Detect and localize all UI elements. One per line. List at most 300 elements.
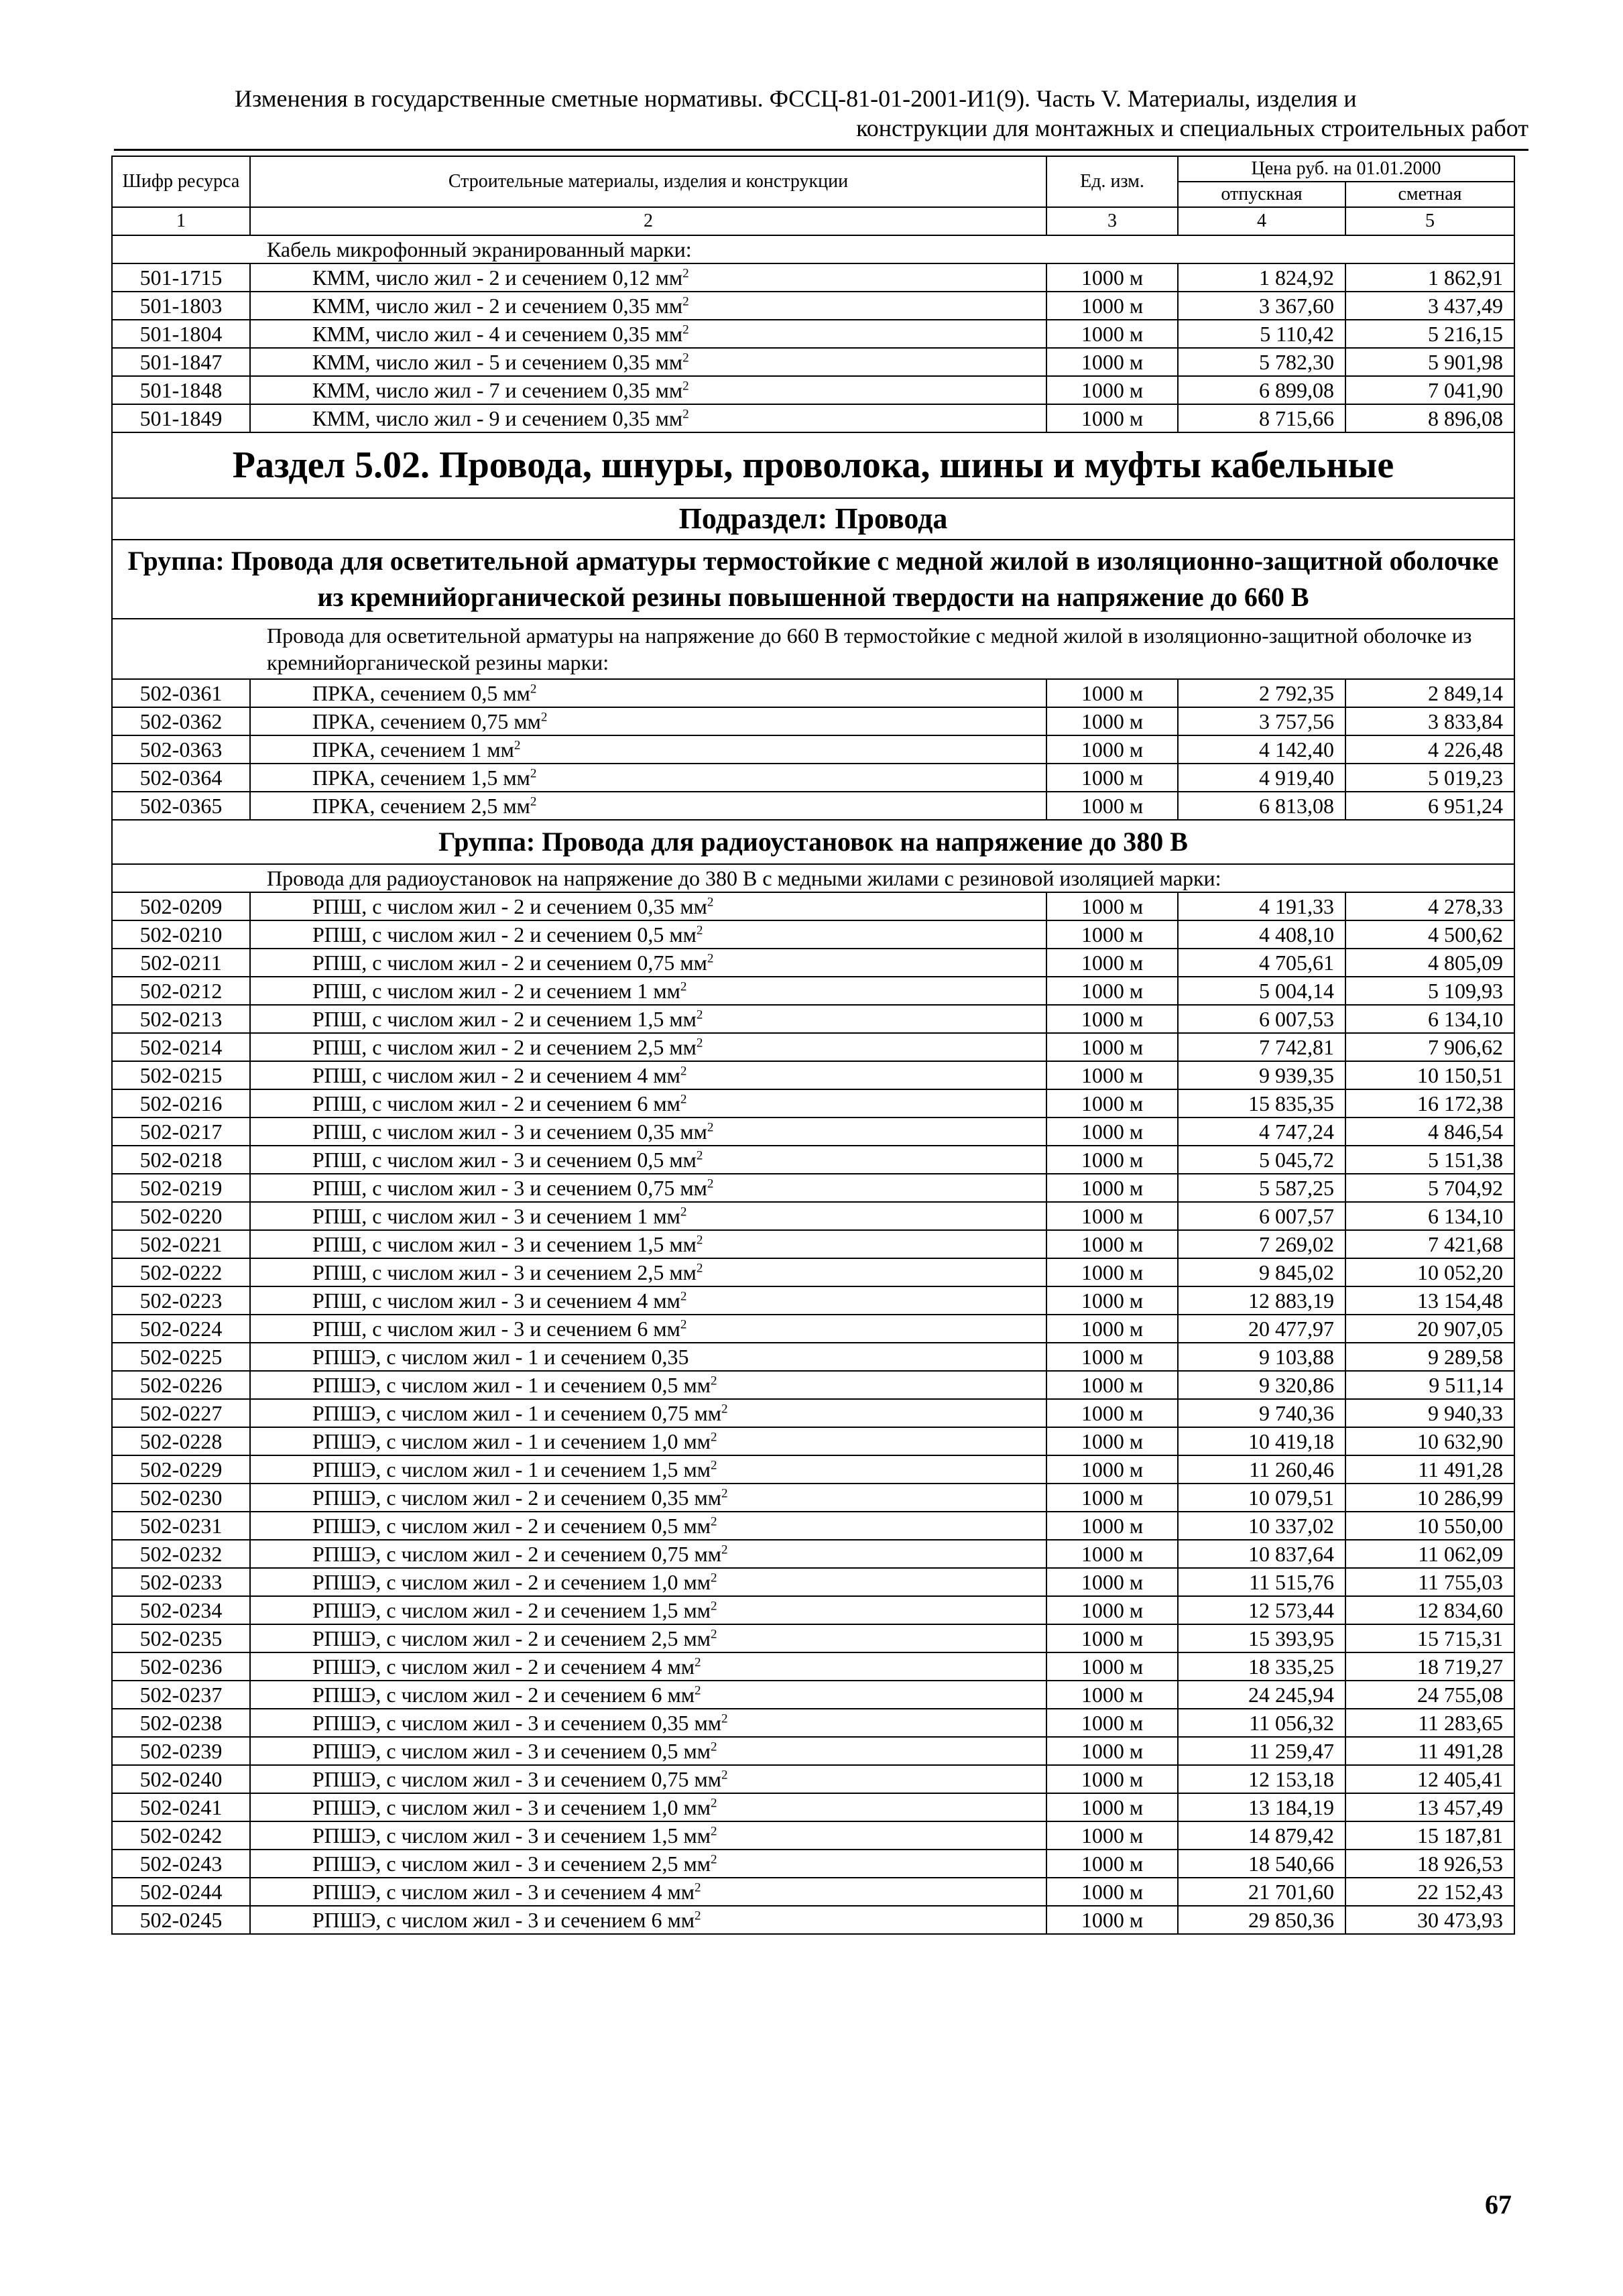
estimate-price: 1 862,91 [1345, 263, 1514, 292]
table-row [112, 1596, 1514, 1624]
resource-code: 502-0232 [112, 1540, 250, 1568]
table-row [112, 1652, 1514, 1681]
table-row [112, 1681, 1514, 1709]
material-name: КММ, число жил - 2 и сечением 0,12 $мм^2$ [250, 263, 1046, 292]
resource-code: 502-0227 [112, 1399, 250, 1427]
table-row [112, 764, 1514, 792]
col-number-5: 5 [1345, 207, 1514, 235]
table-row [112, 1850, 1514, 1878]
unit: 1000 м [1046, 1286, 1178, 1315]
resource-code: 501-1848 [112, 376, 250, 404]
resource-code: 502-0219 [112, 1174, 250, 1202]
table-row [112, 263, 1514, 292]
estimate-price: 20 907,05 [1345, 1315, 1514, 1343]
release-price: 9 845,02 [1178, 1258, 1345, 1286]
resource-code: 502-0243 [112, 1850, 250, 1878]
resource-code: 501-1803 [112, 292, 250, 320]
section-title: Раздел 5.02. Провода, шнуры, проволока, шины и муфты кабельные [112, 432, 1514, 498]
release-price: 6 813,08 [1178, 792, 1345, 820]
resource-code: 502-0233 [112, 1568, 250, 1596]
unit: 1000 м [1046, 1146, 1178, 1174]
unit: 1000 м [1046, 263, 1178, 292]
col-header-code: Шифр ресурса [112, 156, 250, 207]
release-price: 18 540,66 [1178, 1850, 1345, 1878]
resource-code: 502-0217 [112, 1117, 250, 1146]
unit: 1000 м [1046, 1033, 1178, 1061]
estimate-price: 11 491,28 [1345, 1455, 1514, 1484]
unit: 1000 м [1046, 348, 1178, 376]
table-row [112, 1540, 1514, 1568]
resource-code: 502-0212 [112, 977, 250, 1005]
unit: 1000 м [1046, 892, 1178, 920]
release-price: 12 153,18 [1178, 1765, 1345, 1793]
material-name: РПШЭ, с числом жил - 2 и сечением 0,5 $мм^2$ [250, 1512, 1046, 1540]
resource-code: 502-0216 [112, 1089, 250, 1117]
table-row [112, 707, 1514, 735]
estimate-price: 3 833,84 [1345, 707, 1514, 735]
table-row [112, 1906, 1514, 1934]
estimate-price: 6 951,24 [1345, 792, 1514, 820]
table-row [112, 1878, 1514, 1906]
estimate-price: 12 405,41 [1345, 1765, 1514, 1793]
release-price: 4 408,10 [1178, 920, 1345, 949]
group-title-1: Группа: Провода для осветительной арматуры термостойкие с медной жилой в изоляционно-защитной оболочке из кремнийорганической резины повышенной твердости на напряжение до 660 В [112, 540, 1514, 619]
header-line-2: конструкции для монтажных и специальных строительных работ [856, 115, 1528, 141]
estimate-price: 10 286,99 [1345, 1484, 1514, 1512]
unit: 1000 м [1046, 404, 1178, 432]
release-price: 15 393,95 [1178, 1624, 1345, 1652]
material-name: РПШЭ, с числом жил - 3 и сечением 1,5 $мм^2$ [250, 1821, 1046, 1850]
resource-code: 502-0234 [112, 1596, 250, 1624]
estimate-price: 13 154,48 [1345, 1286, 1514, 1315]
unit: 1000 м [1046, 1484, 1178, 1512]
release-price: 11 056,32 [1178, 1709, 1345, 1737]
estimate-price: 4 846,54 [1345, 1117, 1514, 1146]
resource-code: 502-0364 [112, 764, 250, 792]
estimate-price: 4 226,48 [1345, 735, 1514, 764]
unit: 1000 м [1046, 1906, 1178, 1934]
resource-code: 502-0210 [112, 920, 250, 949]
col-header-name: Строительные материалы, изделия и конструкции [250, 156, 1046, 207]
unit: 1000 м [1046, 1850, 1178, 1878]
release-price: 1 824,92 [1178, 263, 1345, 292]
unit: 1000 м [1046, 707, 1178, 735]
material-name: РПШ, с числом жил - 2 и сечением 1 $мм^2$ [250, 977, 1046, 1005]
table-row [112, 1033, 1514, 1061]
col-header-unit: Ед. изм. [1046, 156, 1178, 207]
material-name: РПШЭ, с числом жил - 1 и сечением 0,75 $мм^2$ [250, 1399, 1046, 1427]
estimate-price: 4 278,33 [1345, 892, 1514, 920]
estimate-price: 10 632,90 [1345, 1427, 1514, 1455]
release-price: 20 477,97 [1178, 1315, 1345, 1343]
material-name: РПШЭ, с числом жил - 3 и сечением 1,0 $мм^2$ [250, 1793, 1046, 1821]
unit: 1000 м [1046, 1821, 1178, 1850]
material-name: РПШ, с числом жил - 3 и сечением 2,5 $мм^2$ [250, 1258, 1046, 1286]
material-name: РПШЭ, с числом жил - 1 и сечением 0,35 [250, 1343, 1046, 1371]
material-name: РПШ, с числом жил - 2 и сечением 0,75 $мм^2$ [250, 949, 1046, 977]
resource-code: 501-1715 [112, 263, 250, 292]
table-row [112, 792, 1514, 820]
unit: 1000 м [1046, 1652, 1178, 1681]
unit: 1000 м [1046, 1737, 1178, 1765]
resource-code: 502-0209 [112, 892, 250, 920]
estimate-price: 22 152,43 [1345, 1878, 1514, 1906]
unit: 1000 м [1046, 1230, 1178, 1258]
header-line-1: Изменения в государственные сметные нормативы. ФССЦ-81-01-2001-И1(9). Часть V. Материалы, изделия и [235, 85, 1357, 112]
material-name: ПРКА, сечением 0,5 $мм^2$ [250, 679, 1046, 707]
resource-code: 502-0221 [112, 1230, 250, 1258]
table-row [112, 292, 1514, 320]
unit: 1000 м [1046, 1258, 1178, 1286]
resource-code: 502-0215 [112, 1061, 250, 1089]
estimate-price: 15 715,31 [1345, 1624, 1514, 1652]
resource-code: 502-0211 [112, 949, 250, 977]
material-name: КММ, число жил - 5 и сечением 0,35 $мм^2$ [250, 348, 1046, 376]
material-name: РПШ, с числом жил - 2 и сечением 1,5 $мм^2$ [250, 1005, 1046, 1033]
unit: 1000 м [1046, 949, 1178, 977]
estimate-price: 9 940,33 [1345, 1399, 1514, 1427]
col-number-1: 1 [112, 207, 250, 235]
table-row [112, 1484, 1514, 1512]
resource-code: 502-0223 [112, 1286, 250, 1315]
estimate-price: 7 421,68 [1345, 1230, 1514, 1258]
release-price: 9 939,35 [1178, 1061, 1345, 1089]
table-row [112, 1512, 1514, 1540]
release-price: 5 782,30 [1178, 348, 1345, 376]
unit: 1000 м [1046, 1793, 1178, 1821]
material-name: РПШ, с числом жил - 3 и сечением 0,5 $мм^2$ [250, 1146, 1046, 1174]
estimate-price: 24 755,08 [1345, 1681, 1514, 1709]
estimate-price: 7 906,62 [1345, 1033, 1514, 1061]
resource-code: 502-0218 [112, 1146, 250, 1174]
table-row [112, 1455, 1514, 1484]
table-row [112, 1624, 1514, 1652]
material-name: РПШЭ, с числом жил - 2 и сечением 6 $мм^2$ [250, 1681, 1046, 1709]
unit: 1000 м [1046, 376, 1178, 404]
estimate-price: 10 550,00 [1345, 1512, 1514, 1540]
material-name: КММ, число жил - 7 и сечением 0,35 $мм^2$ [250, 376, 1046, 404]
material-name: РПШЭ, с числом жил - 2 и сечением 1,5 $мм^2$ [250, 1596, 1046, 1624]
unit: 1000 м [1046, 1061, 1178, 1089]
estimate-price: 2 849,14 [1345, 679, 1514, 707]
estimate-price: 10 150,51 [1345, 1061, 1514, 1089]
estimate-price: 5 109,93 [1345, 977, 1514, 1005]
unit: 1000 м [1046, 1878, 1178, 1906]
material-name: РПШ, с числом жил - 3 и сечением 4 $мм^2$ [250, 1286, 1046, 1315]
material-name: РПШЭ, с числом жил - 3 и сечением 0,5 $мм^2$ [250, 1737, 1046, 1765]
table-row [112, 1258, 1514, 1286]
estimate-price: 3 437,49 [1345, 292, 1514, 320]
resource-code: 502-0245 [112, 1906, 250, 1934]
material-name: РПШ, с числом жил - 2 и сечением 4 $мм^2$ [250, 1061, 1046, 1089]
release-price: 8 715,66 [1178, 404, 1345, 432]
release-price: 10 079,51 [1178, 1484, 1345, 1512]
material-name: РПШЭ, с числом жил - 3 и сечением 0,35 $мм^2$ [250, 1709, 1046, 1737]
material-name: РПШ, с числом жил - 3 и сечением 1,5 $мм^2$ [250, 1230, 1046, 1258]
resource-code: 502-0244 [112, 1878, 250, 1906]
material-name: КММ, число жил - 9 и сечением 0,35 $мм^2$ [250, 404, 1046, 432]
material-name: ПРКА, сечением 2,5 $мм^2$ [250, 792, 1046, 820]
page-number: 67 [1485, 2189, 1512, 2220]
estimate-price: 5 704,92 [1345, 1174, 1514, 1202]
unit: 1000 м [1046, 292, 1178, 320]
unit: 1000 м [1046, 1371, 1178, 1399]
material-name: РПШЭ, с числом жил - 3 и сечением 4 $мм^2$ [250, 1878, 1046, 1906]
material-name: РПШ, с числом жил - 2 и сечением 2,5 $мм^2$ [250, 1033, 1046, 1061]
release-price: 11 259,47 [1178, 1737, 1345, 1765]
material-name: ПРКА, сечением 0,75 $мм^2$ [250, 707, 1046, 735]
estimate-price: 13 457,49 [1345, 1793, 1514, 1821]
block1-intro: Кабель микрофонный экранированный марки: [112, 235, 1514, 263]
table-row [112, 1821, 1514, 1850]
unit: 1000 м [1046, 1427, 1178, 1455]
table-row [112, 1427, 1514, 1455]
release-price: 9 103,88 [1178, 1343, 1345, 1371]
estimate-price: 5 901,98 [1345, 348, 1514, 376]
unit: 1000 м [1046, 1681, 1178, 1709]
resource-code: 502-0224 [112, 1315, 250, 1343]
unit: 1000 м [1046, 1455, 1178, 1484]
table-row [112, 1005, 1514, 1033]
table-row [112, 1061, 1514, 1089]
col-number-3: 3 [1046, 207, 1178, 235]
resource-code: 502-0226 [112, 1371, 250, 1399]
estimate-price: 9 289,58 [1345, 1343, 1514, 1371]
unit: 1000 м [1046, 1174, 1178, 1202]
resource-code: 502-0214 [112, 1033, 250, 1061]
release-price: 4 747,24 [1178, 1117, 1345, 1146]
table-row [112, 1568, 1514, 1596]
release-price: 29 850,36 [1178, 1906, 1345, 1934]
material-name: РПШЭ, с числом жил - 2 и сечением 0,75 $мм^2$ [250, 1540, 1046, 1568]
release-price: 4 705,61 [1178, 949, 1345, 977]
table-row [112, 1343, 1514, 1371]
unit: 1000 м [1046, 920, 1178, 949]
estimate-price: 10 052,20 [1345, 1258, 1514, 1286]
table-row [112, 376, 1514, 404]
table-row [112, 1765, 1514, 1793]
unit: 1000 м [1046, 1089, 1178, 1117]
unit: 1000 м [1046, 1005, 1178, 1033]
material-name: РПШЭ, с числом жил - 2 и сечением 2,5 $мм^2$ [250, 1624, 1046, 1652]
table-row [112, 320, 1514, 348]
estimate-price: 6 134,10 [1345, 1005, 1514, 1033]
unit: 1000 м [1046, 320, 1178, 348]
header-rule [114, 149, 1528, 151]
resource-code: 502-0362 [112, 707, 250, 735]
material-name: РПШЭ, с числом жил - 3 и сечением 0,75 $мм^2$ [250, 1765, 1046, 1793]
release-price: 10 837,64 [1178, 1540, 1345, 1568]
resource-code: 502-0236 [112, 1652, 250, 1681]
resource-code: 502-0228 [112, 1427, 250, 1455]
release-price: 15 835,35 [1178, 1089, 1345, 1117]
resource-code: 502-0235 [112, 1624, 250, 1652]
table-row [112, 1202, 1514, 1230]
material-name: РПШЭ, с числом жил - 2 и сечением 0,35 $мм^2$ [250, 1484, 1046, 1512]
table-row [112, 1315, 1514, 1343]
release-price: 7 742,81 [1178, 1033, 1345, 1061]
col-number-4: 4 [1178, 207, 1345, 235]
table-row [112, 679, 1514, 707]
resource-code: 501-1804 [112, 320, 250, 348]
unit: 1000 м [1046, 1117, 1178, 1146]
estimate-price: 11 062,09 [1345, 1540, 1514, 1568]
table-row [112, 404, 1514, 432]
resource-code: 502-0239 [112, 1737, 250, 1765]
table-row [112, 1709, 1514, 1737]
table-row [112, 1146, 1514, 1174]
material-name: РПШ, с числом жил - 3 и сечением 0,35 $мм^2$ [250, 1117, 1046, 1146]
table-row [112, 1117, 1514, 1146]
subsection-title: Подраздел: Провода [112, 498, 1514, 540]
block2-intro: Провода для осветительной арматуры на напряжение до 660 В термостойкие с медной жилой в изоляционно-защитной оболочке из кремнийорганической резины марки: [112, 619, 1514, 679]
unit: 1000 м [1046, 735, 1178, 764]
release-price: 2 792,35 [1178, 679, 1345, 707]
material-name: РПШ, с числом жил - 3 и сечением 6 $мм^2$ [250, 1315, 1046, 1343]
release-price: 10 337,02 [1178, 1512, 1345, 1540]
release-price: 4 142,40 [1178, 735, 1345, 764]
material-name: ПРКА, сечением 1,5 $мм^2$ [250, 764, 1046, 792]
unit: 1000 м [1046, 764, 1178, 792]
material-name: КММ, число жил - 4 и сечением 0,35 $мм^2$ [250, 320, 1046, 348]
release-price: 5 004,14 [1178, 977, 1345, 1005]
unit: 1000 м [1046, 1568, 1178, 1596]
col-header-price: Цена руб. на 01.01.2000 [1178, 156, 1514, 182]
release-price: 4 191,33 [1178, 892, 1345, 920]
block3-intro: Провода для радиоустановок на напряжение до 380 В с медными жилами с резиновой изоляцией марки: [112, 864, 1514, 892]
table-row [112, 1793, 1514, 1821]
estimate-price: 11 755,03 [1345, 1568, 1514, 1596]
material-name: ПРКА, сечением 1 $мм^2$ [250, 735, 1046, 764]
release-price: 18 335,25 [1178, 1652, 1345, 1681]
resource-code: 502-0213 [112, 1005, 250, 1033]
release-price: 9 740,36 [1178, 1399, 1345, 1427]
material-name: РПШ, с числом жил - 3 и сечением 1 $мм^2$ [250, 1202, 1046, 1230]
release-price: 13 184,19 [1178, 1793, 1345, 1821]
table-row [112, 1174, 1514, 1202]
resource-code: 502-0361 [112, 679, 250, 707]
material-name: РПШЭ, с числом жил - 3 и сечением 6 $мм^2$ [250, 1906, 1046, 1934]
estimate-price: 4 805,09 [1345, 949, 1514, 977]
estimate-price: 4 500,62 [1345, 920, 1514, 949]
page-header [114, 84, 1528, 143]
table-row [112, 1399, 1514, 1427]
unit: 1000 м [1046, 1343, 1178, 1371]
resource-code: 501-1847 [112, 348, 250, 376]
material-name: РПШЭ, с числом жил - 1 и сечением 0,5 $мм^2$ [250, 1371, 1046, 1399]
table-row [112, 892, 1514, 920]
resource-code: 502-0242 [112, 1821, 250, 1850]
release-price: 5 110,42 [1178, 320, 1345, 348]
material-name: РПШ, с числом жил - 2 и сечением 6 $мм^2$ [250, 1089, 1046, 1117]
table-row [112, 920, 1514, 949]
release-price: 3 757,56 [1178, 707, 1345, 735]
table-row [112, 977, 1514, 1005]
resource-code: 502-0237 [112, 1681, 250, 1709]
unit: 1000 м [1046, 679, 1178, 707]
release-price: 21 701,60 [1178, 1878, 1345, 1906]
release-price: 6 007,57 [1178, 1202, 1345, 1230]
table-row [112, 348, 1514, 376]
resource-code: 502-0220 [112, 1202, 250, 1230]
table-row [112, 1089, 1514, 1117]
estimate-price: 18 719,27 [1345, 1652, 1514, 1681]
estimate-price: 8 896,08 [1345, 404, 1514, 432]
table-row [112, 1286, 1514, 1315]
resource-code: 502-0222 [112, 1258, 250, 1286]
unit: 1000 м [1046, 792, 1178, 820]
unit: 1000 м [1046, 1315, 1178, 1343]
col-number-2: 2 [250, 207, 1046, 235]
unit: 1000 м [1046, 977, 1178, 1005]
table-row [112, 949, 1514, 977]
release-price: 4 919,40 [1178, 764, 1345, 792]
release-price: 24 245,94 [1178, 1681, 1345, 1709]
material-name: КММ, число жил - 2 и сечением 0,35 $мм^2$ [250, 292, 1046, 320]
release-price: 5 045,72 [1178, 1146, 1345, 1174]
unit: 1000 м [1046, 1709, 1178, 1737]
material-name: РПШЭ, с числом жил - 1 и сечением 1,0 $мм^2$ [250, 1427, 1046, 1455]
unit: 1000 м [1046, 1596, 1178, 1624]
col-header-estimate: сметная [1345, 182, 1514, 207]
unit: 1000 м [1046, 1624, 1178, 1652]
release-price: 14 879,42 [1178, 1821, 1345, 1850]
estimate-price: 16 172,38 [1345, 1089, 1514, 1117]
release-price: 9 320,86 [1178, 1371, 1345, 1399]
material-name: РПШ, с числом жил - 2 и сечением 0,35 $мм^2$ [250, 892, 1046, 920]
release-price: 11 260,46 [1178, 1455, 1345, 1484]
unit: 1000 м [1046, 1540, 1178, 1568]
release-price: 5 587,25 [1178, 1174, 1345, 1202]
release-price: 6 007,53 [1178, 1005, 1345, 1033]
estimate-price: 5 216,15 [1345, 320, 1514, 348]
resource-code: 502-0363 [112, 735, 250, 764]
material-name: РПШ, с числом жил - 3 и сечением 0,75 $мм^2$ [250, 1174, 1046, 1202]
unit: 1000 м [1046, 1512, 1178, 1540]
material-name: РПШЭ, с числом жил - 1 и сечением 1,5 $мм^2$ [250, 1455, 1046, 1484]
unit: 1000 м [1046, 1399, 1178, 1427]
release-price: 11 515,76 [1178, 1568, 1345, 1596]
resource-code: 502-0240 [112, 1765, 250, 1793]
estimate-price: 11 491,28 [1345, 1737, 1514, 1765]
estimate-price: 6 134,10 [1345, 1202, 1514, 1230]
resource-code: 502-0229 [112, 1455, 250, 1484]
release-price: 3 367,60 [1178, 292, 1345, 320]
table-row [112, 1737, 1514, 1765]
estimate-price: 18 926,53 [1345, 1850, 1514, 1878]
estimate-price: 7 041,90 [1345, 376, 1514, 404]
release-price: 7 269,02 [1178, 1230, 1345, 1258]
estimate-price: 5 151,38 [1345, 1146, 1514, 1174]
material-name: РПШЭ, с числом жил - 2 и сечением 4 $мм^2$ [250, 1652, 1046, 1681]
unit: 1000 м [1046, 1202, 1178, 1230]
material-name: РПШЭ, с числом жил - 2 и сечением 1,0 $мм^2$ [250, 1568, 1046, 1596]
price-table [111, 156, 1515, 1935]
resource-code: 502-0231 [112, 1512, 250, 1540]
table-row [112, 735, 1514, 764]
release-price: 12 573,44 [1178, 1596, 1345, 1624]
estimate-price: 12 834,60 [1345, 1596, 1514, 1624]
release-price: 10 419,18 [1178, 1427, 1345, 1455]
col-header-release: отпускная [1178, 182, 1345, 207]
material-name: РПШЭ, с числом жил - 3 и сечением 2,5 $мм^2$ [250, 1850, 1046, 1878]
estimate-price: 11 283,65 [1345, 1709, 1514, 1737]
resource-code: 502-0230 [112, 1484, 250, 1512]
group-title-2: Группа: Провода для радиоустановок на напряжение до 380 В [112, 820, 1514, 864]
estimate-price: 5 019,23 [1345, 764, 1514, 792]
estimate-price: 15 187,81 [1345, 1821, 1514, 1850]
estimate-price: 9 511,14 [1345, 1371, 1514, 1399]
